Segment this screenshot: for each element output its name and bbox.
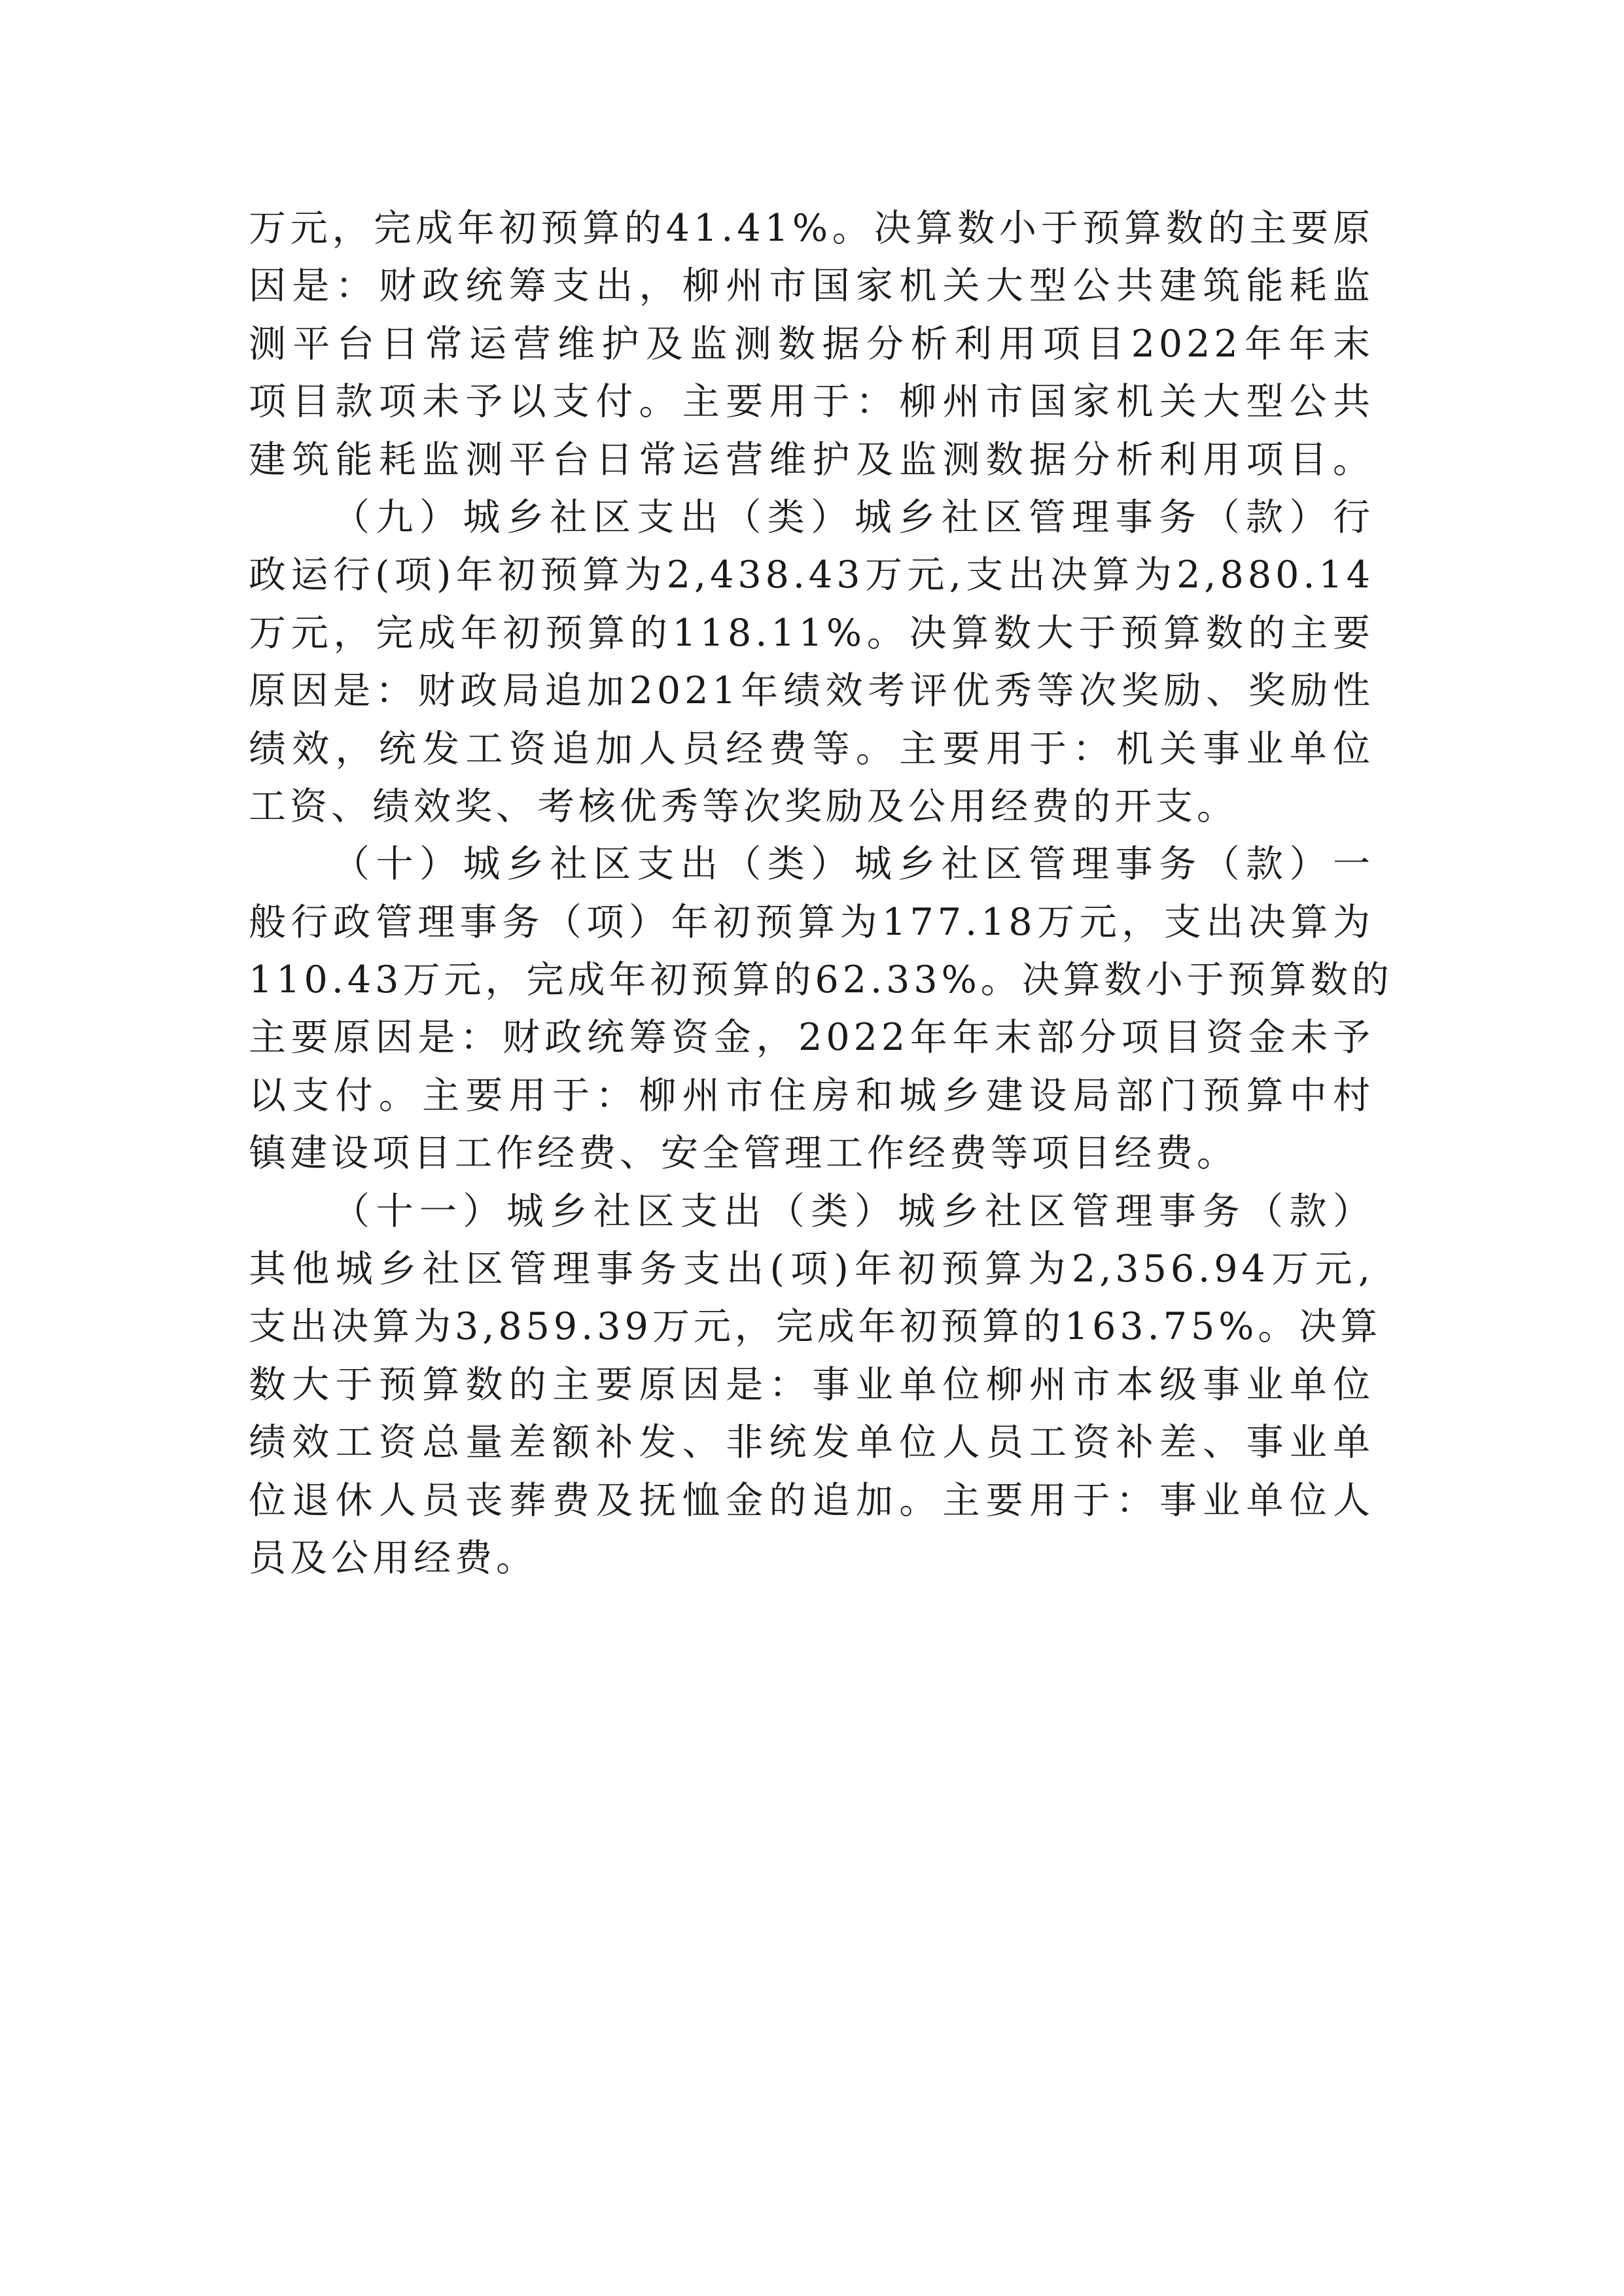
text-line: 测平台日常运营维护及监测数据分析利用项目2022年年末 <box>249 322 1374 366</box>
body-text <box>249 200 1393 1587</box>
paragraph-first-line: （九）城乡社区支出（类）城乡社区管理事务（款）行 <box>332 495 1374 539</box>
paragraph-last-line: 员及公用经费。 <box>249 1536 537 1580</box>
text-line: 项目款项未予以支付。主要用于：柳州市国家机关大型公共 <box>249 380 1374 424</box>
text-line: 原因是：财政局追加2021年绩效考评优秀等次奖励、奖励性 <box>249 669 1374 713</box>
text-line: 绩效，统发工资追加人员经费等。主要用于：机关事业单位 <box>249 727 1374 771</box>
text-line: 般行政管理事务（项）年初预算为177.18万元，支出决算为 <box>249 900 1374 944</box>
text-line: 绩效工资总量差额补发、非统发单位人员工资补差、事业单 <box>249 1421 1374 1465</box>
text-line: 万元，完成年初预算的118.11%。决算数大于预算数的主要 <box>249 611 1374 655</box>
text-line: 位退休人员丧葬费及抚恤金的追加。主要用于：事业单位人 <box>249 1478 1374 1522</box>
text-line: 110.43万元，完成年初预算的62.33%。决算数小于预算数的 <box>249 958 1393 1002</box>
text-line: 主要原因是：财政统筹资金，2022年年末部分项目资金未予 <box>249 1016 1374 1060</box>
text-line: 其他城乡社区管理事务支出(项)年初预算为2,356.94万元, <box>249 1247 1374 1291</box>
text-line: 支出决算为3,859.39万元，完成年初预算的163.75%。决算 <box>249 1305 1382 1349</box>
paragraph-first-line: （十一）城乡社区支出（类）城乡社区管理事务（款） <box>332 1189 1374 1233</box>
text-line: 万元，完成年初预算的41.41%。决算数小于预算数的主要原 <box>249 207 1374 250</box>
text-line: 建筑能耗监测平台日常运营维护及监测数据分析利用项目。 <box>249 438 1374 481</box>
text-line: 以支付。主要用于：柳州市住房和城乡建设局部门预算中村 <box>249 1073 1374 1117</box>
paragraph-last-line: 镇建设项目工作经费、安全管理工作经费等项目经费。 <box>249 1132 1238 1175</box>
paragraph-last-line: 工资、绩效奖、考核优秀等次奖励及公用经费的开支。 <box>249 784 1238 828</box>
text-line: 因是：财政统筹支出，柳州市国家机关大型公共建筑能耗监 <box>249 264 1374 308</box>
text-line: 政运行(项)年初预算为2,438.43万元,支出决算为2,880.14 <box>249 553 1374 597</box>
text-line: 数大于预算数的主要原因是：事业单位柳州市本级事业单位 <box>249 1363 1374 1406</box>
paragraph-first-line: （十）城乡社区支出（类）城乡社区管理事务（款）一 <box>332 843 1374 886</box>
